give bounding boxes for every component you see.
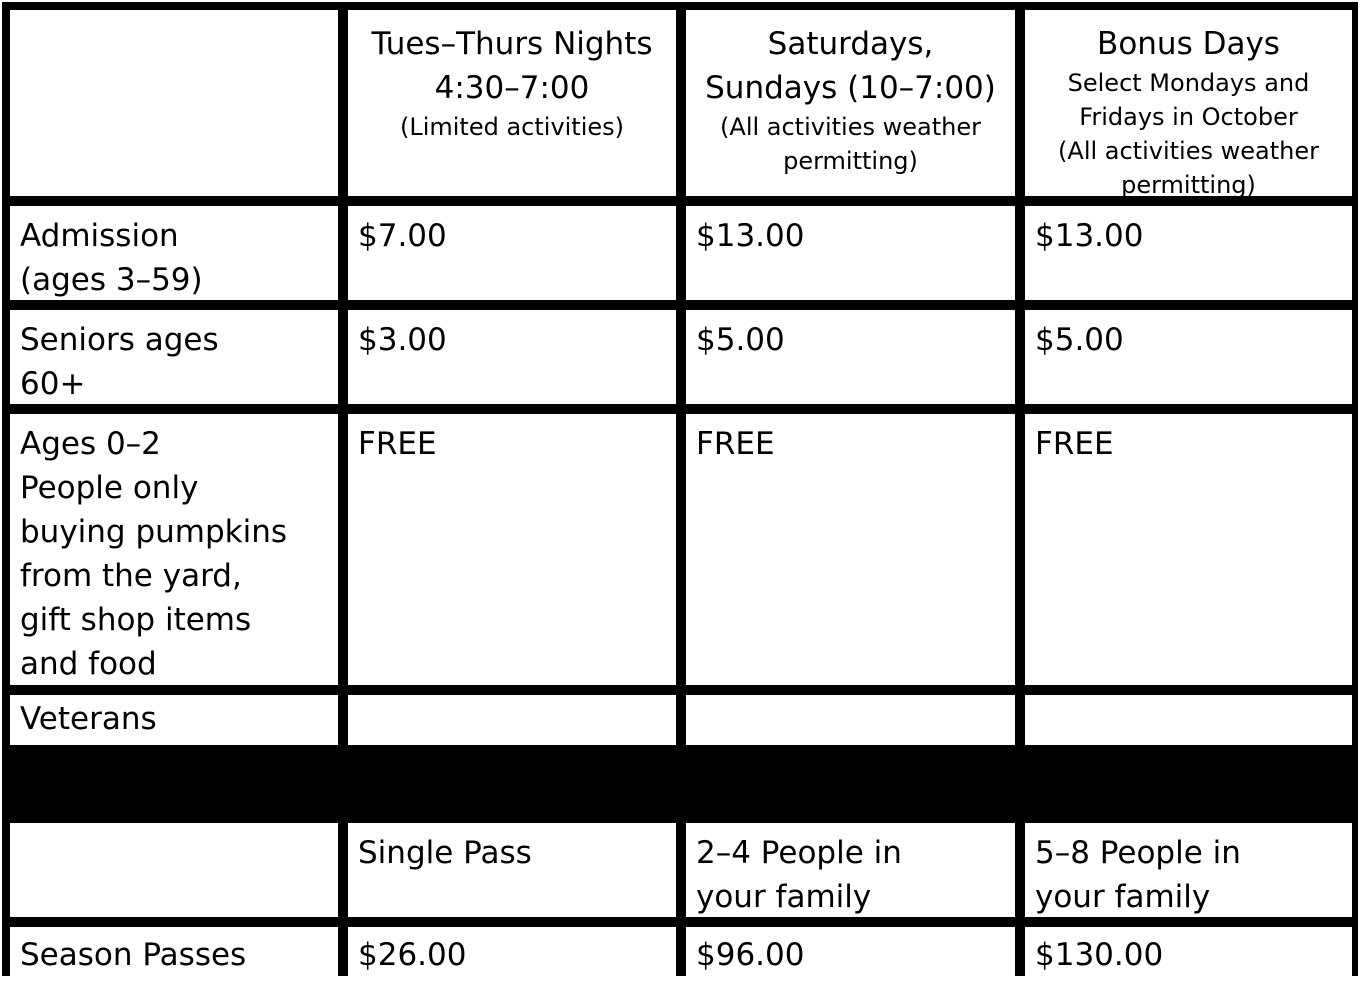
- price-cell: $13.00: [686, 206, 1015, 300]
- header-subtitle: (Limited activities): [399, 113, 625, 141]
- header-weekends: [686, 10, 1015, 196]
- price-cell: $3.00: [348, 310, 676, 404]
- price-cell: $5.00: [686, 310, 1015, 404]
- section-divider: [10, 755, 1352, 813]
- veterans-price-cell: [1025, 695, 1352, 745]
- row-label-seniors: Seniors ages 60+: [10, 310, 338, 404]
- header-bonus-days: [1025, 10, 1352, 199]
- price-cell: FREE: [348, 414, 676, 685]
- row-label-admission: Admission (ages 3–59): [10, 206, 338, 300]
- price-cell: $7.00: [348, 206, 676, 300]
- price-cell: FREE: [1025, 414, 1352, 685]
- header-title: Bonus Days: [1097, 26, 1280, 62]
- veterans-price-cell: [348, 695, 676, 745]
- pricing-table: [2, 2, 1358, 976]
- season-header: Single Pass: [348, 823, 676, 917]
- price-cell: $13.00: [1025, 206, 1352, 300]
- row-label-veterans: Veterans: [10, 695, 338, 745]
- header-title: Tues–Thurs Nights 4:30–7:00: [371, 26, 653, 106]
- veterans-price-cell: [686, 695, 1015, 745]
- header-subtitle: (All activities weather permitting): [720, 113, 981, 175]
- row-label-season-passes: Season Passes: [10, 927, 338, 985]
- row-label-free-entry: Ages 0–2 People only buying pumpkins from the yard, gift shop items and food: [10, 414, 338, 685]
- header-subtitle: Select Mondays and Fridays in October (All activities weather permitting): [1058, 69, 1319, 199]
- header-title: Saturdays, Sundays (10–7:00): [705, 26, 996, 106]
- price-cell: FREE: [686, 414, 1015, 685]
- season-price-cell: $130.00: [1025, 927, 1352, 985]
- season-header-corner-cell: [10, 823, 338, 917]
- season-header: 2–4 People in your family: [686, 823, 1015, 917]
- header-corner-cell: [10, 10, 338, 196]
- season-header: 5–8 People in your family: [1025, 823, 1352, 917]
- header-weeknights: [348, 10, 676, 196]
- price-cell: $5.00: [1025, 310, 1352, 404]
- season-price-cell: $96.00: [686, 927, 1015, 985]
- season-price-cell: $26.00: [348, 927, 676, 985]
